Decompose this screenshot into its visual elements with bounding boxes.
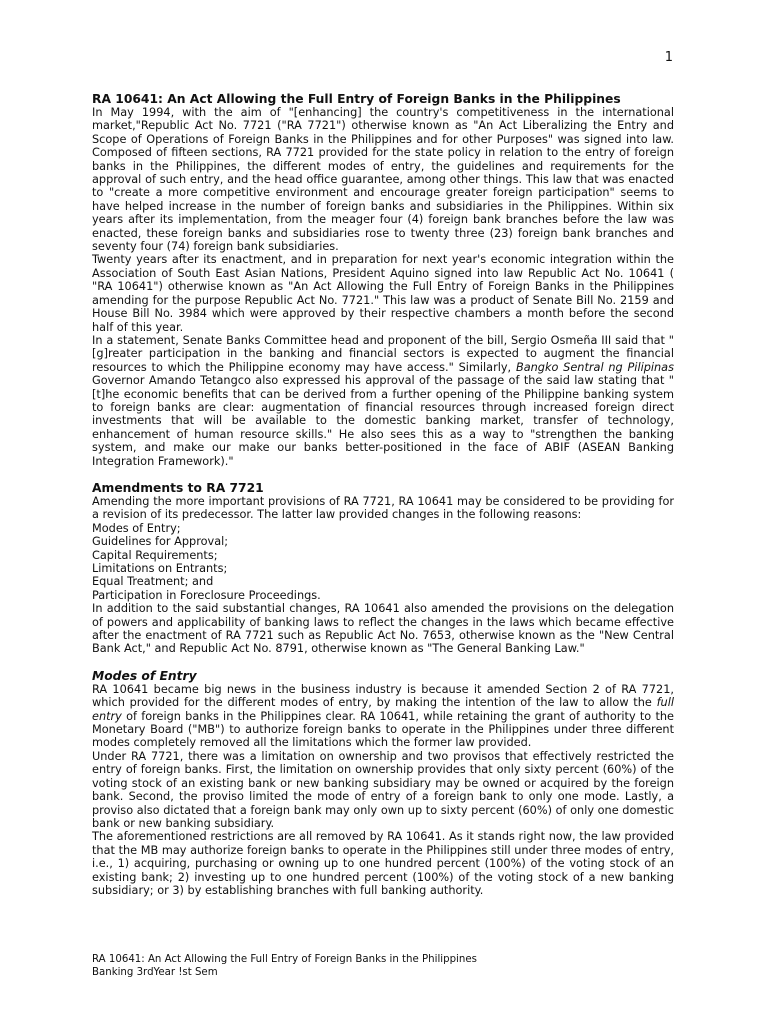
amendment-item: Guidelines for Approval; xyxy=(92,535,229,549)
modes-paragraph-1 xyxy=(92,683,674,750)
amendments-closing: In addition to the said substantial changes, RA 10641 also amended the provisions on the delegation of powers and applicability of banking laws to reflect the changes in the laws which became effective after the enactment of RA 7721 such as Republic Act No. 7653, otherwise known as the "New Central Bank Act," and Republic Act No. 8791, otherwise known as "The General Banking Law." xyxy=(92,602,674,656)
amendment-item: Modes of Entry; xyxy=(92,521,181,535)
intro-paragraph-2: Twenty years after its enactment, and in preparation for next year's economic integration within the Association of South East Asian Nations, President Aquino signed into law Republic Act No. 10641 ( "RA 10641") otherwise known as "An Act Allowing the Full Entry of Foreign Banks in the Philippines amending for the purpose Republic Act No. 7721." This law was a product of Senate Bill No. 2159 and House Bill No. 3984 which were approved by their respective chambers a month before the second half of this year. xyxy=(92,253,674,334)
modes-text-b: of foreign banks in the Philippines clear. RA 10641, while retaining the grant of authority to the Monetary Board ("MB") to authorize foreign banks to operate in the Philippines under three different modes completely removed all the limitations which the former law provided. xyxy=(92,709,674,750)
page-footer xyxy=(92,953,477,979)
statement-text-a: In a statement, Senate Banks Committee head and proponent of the bill, Sergio Osmeña III said that "[g]reater participation in the banking and financial sectors is expected to augment the financial resources to which the Philippine economy may have access." Similarly, xyxy=(92,333,674,374)
modes-paragraph-3: The aforementioned restrictions are all removed by RA 10641. As it stands right now, the law provided that the MB may authorize foreign banks to operate in the Philippines still under three modes of entry, i.e., 1) acquiring, purchasing or owning up to one hundred percent (100%) of the voting stock of an existing bank; 2) investing up to one hundred percent (100%) of the voting stock of a new banking subsidiary; or 3) by establishing branches with full banking authority. xyxy=(92,830,674,897)
intro-paragraph-1: In May 1994, with the aim of "[enhancing] the country's competitiveness in the international market,"Republic Act No. 7721 ("RA 7721") otherwise known as "An Act Liberalizing the Entry and Scope of Operations of Foreign Banks in the Philippines and for other Purposes" was signed into law. Composed of fifteen sections, RA 7721 provided for the state policy in relation to the entry of foreign banks in the Philippines, the different modes of entry, the guidelines and requirements for the approval of such entry, and the head office guarantee, among other things. This law that was enacted to "create a more competitive environment and encourage greater foreign participation" seems to have helped increase in the number of foreign banks and subsidiaries in the Philippines. Within six years after its implementation, from the meager four (4) foreign bank branches before the law was enacted, these foreign banks and subsidiaries rose to twenty three (23) foreign bank branches and seventy four (74) foreign bank subsidiaries. xyxy=(92,106,674,254)
amendment-item: Capital Requirements; xyxy=(92,548,218,562)
page-number: 1 xyxy=(664,50,673,65)
modes-paragraph-2: Under RA 7721, there was a limitation on ownership and two provisos that effectively restricted the entry of foreign banks. First, the limitation on ownership provides that only sixty percent (60%) of the voting stock of an existing bank or new banking subsidiary may be owned or acquired by the foreign bank. Second, the proviso limited the mode of entry of a foreign bank to only one mode. Lastly, a proviso also dictated that a foreign bank may only own up to sixty percent (60%) of only one domestic bank or new banking subsidiary. xyxy=(92,749,674,830)
amendment-item: Equal Treatment; and xyxy=(92,575,214,589)
document-title: RA 10641: An Act Allowing the Full Entry of Foreign Banks in the Philippines xyxy=(92,92,621,106)
amendment-item: Participation in Foreclosure Proceedings. xyxy=(92,588,321,602)
amendments-intro: Amending the more important provisions of RA 7721, RA 10641 may be considered to be providing for a revision of its predecessor. The latter law provided changes in the following reasons: xyxy=(92,494,674,522)
statement-text-italic: Bangko Sentral ng Pilipinas xyxy=(515,360,674,374)
modes-of-entry-heading: Modes of Entry xyxy=(92,668,197,683)
amendment-item: Limitations on Entrants; xyxy=(92,562,228,575)
modes-text-a: RA 10641 became big news in the business industry is because it amended Section 2 of RA 7721, which provided for the different modes of entry, by making the intention of the law to allow the xyxy=(92,682,674,710)
footer-course: Banking 3rdYear !st Sem xyxy=(92,967,218,978)
statement-paragraph xyxy=(92,334,674,468)
statement-text-b: Governor Amando Tetangco also expressed his approval of the passage of the said law stating that "[t]he economic benefits that can be derived from a further opening of the Philippine banking system to foreign banks are clear: augmentation of financial resources through increased foreign direct investments that will be available to the domestic banking market, transfer of technology, enhancement of human resource skills." He also sees this as a way to "strengthen the banking system, and make our make our banks better-positioned in the face of ABIF (ASEAN Banking Integration Framework)." xyxy=(92,374,674,468)
document-body xyxy=(92,92,674,897)
modes-text-italic: full entry xyxy=(92,696,674,723)
footer-title: RA 10641: An Act Allowing the Full Entry of Foreign Banks in the Philippines xyxy=(92,954,477,965)
amendments-heading: Amendments to RA 7721 xyxy=(92,480,264,495)
